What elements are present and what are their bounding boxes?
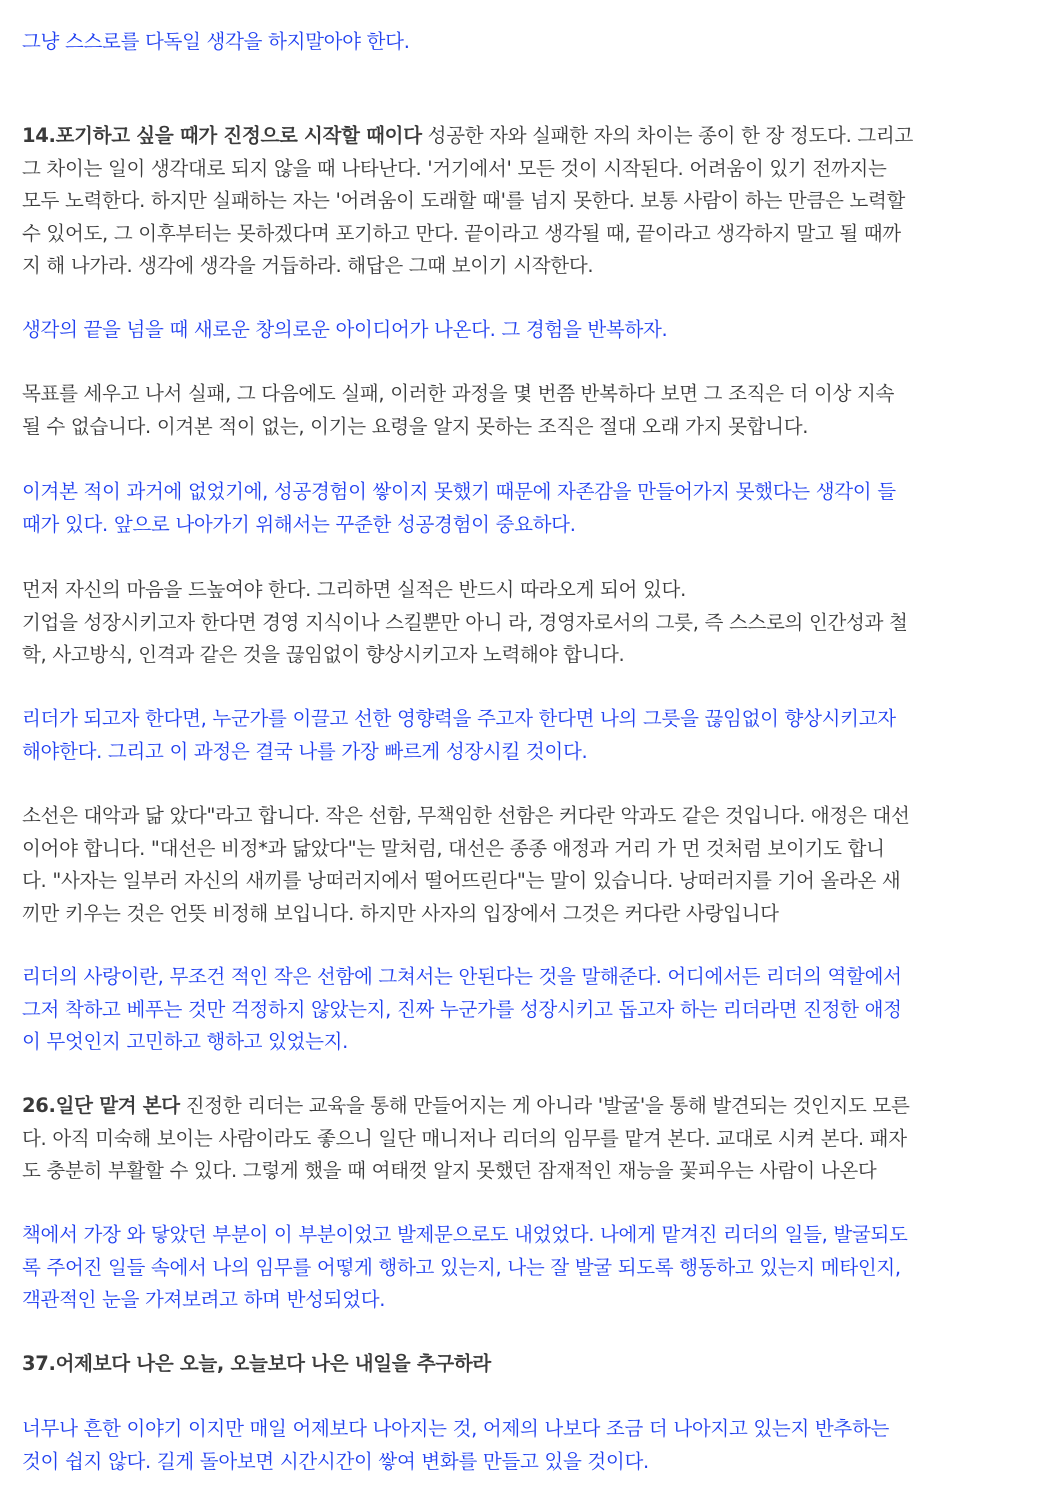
heading-paragraph (22, 1348, 1052, 1381)
text-line: 해야한다. 그리고 이 과정은 결국 나를 가장 빠르게 성장시킬 것이다. (22, 739, 588, 763)
reflection-paragraph (22, 1219, 1052, 1317)
quote-paragraph (22, 800, 1052, 930)
quote-paragraph (22, 378, 1052, 443)
quote-paragraph (22, 574, 1052, 672)
quote-paragraph (22, 120, 1052, 283)
reflection-paragraph (22, 314, 1052, 347)
text-line: 도 충분히 부활할 수 있다. 그렇게 했을 때 여태껏 알지 못했던 잠재적인 재능을 꽃피우는 사람이 나온다 (22, 1159, 877, 1182)
text-line: 너무나 흔한 이야기 이지만 매일 어제보다 나아지는 것, 어제의 나보다 조금 더 나아지고 있는지 반추하는 (22, 1417, 890, 1440)
text-line: 될 수 없습니다. 이겨본 적이 없는, 이기는 요령을 알지 못하는 조직은 절대 오래 가지 못합니다. (22, 414, 809, 438)
text-line: 이어야 합니다. "대선은 비정*과 닮았다"는 말처럼, 대선은 종종 애정과 거리 가 먼 것처럼 보이기도 합니 (22, 836, 885, 860)
text-line: 것이 쉽지 않다. 길게 돌아보면 시간시간이 쌓여 변화를 만들고 있을 것이다. (22, 1449, 649, 1473)
text-line: 학, 사고방식, 인격과 같은 것을 끊임없이 향상시키고자 노력해야 합니다. (22, 643, 625, 666)
text-line: 소선은 대악과 닮 았다"라고 합니다. 작은 선함, 무책임한 선함은 커다란 악과도 같은 것입니다. 애정은 대선 (22, 804, 910, 827)
text-line: 지 해 나가라. 생각에 생각을 거듭하라. 해답은 그때 보이기 시작한다. (22, 254, 594, 277)
text-line: 목표를 세우고 나서 실패, 그 다음에도 실패, 이러한 과정을 몇 번쯤 반복하다 보면 그 조직은 더 이상 지속 (22, 382, 895, 405)
text-line: 리더의 사랑이란, 무조건 적인 작은 선함에 그쳐서는 안된다는 것을 말해준다. 어디에서든 리더의 역할에서 (22, 965, 902, 988)
text-run: 성공한 자와 실패한 자의 차이는 종이 한 장 정도다. 그리고 (421, 124, 914, 147)
reflection-paragraph (22, 961, 1052, 1059)
text-line: 모두 노력한다. 하지만 실패하는 자는 '어려움이 도래할 때'를 넘지 못한다. 보통 사람이 하는 만큼은 노력할 (22, 189, 906, 212)
text-line: 다. "사자는 일부러 자신의 새끼를 낭떠러지에서 떨어뜨린다"는 말이 있습니다. 낭떠러지를 기어 올라온 새 (22, 869, 901, 892)
section-heading: 14.포기하고 싶을 때가 진정으로 시작할 때이다 (22, 124, 422, 147)
text-line: 끼만 키우는 것은 언뜻 비정해 보입니다. 하지만 사자의 입장에서 그것은 커다란 사랑입니다 (22, 901, 779, 925)
text-line: 생각의 끝을 넘을 때 새로운 창의로운 아이디어가 나온다. 그 경험을 반복하자. (22, 318, 668, 341)
text-line: 그저 착하고 베푸는 것만 걱정하지 않았는지, 진짜 누군가를 성장시키고 돕고자 하는 리더라면 진정한 애정 (22, 997, 902, 1021)
section-heading: 37.어제보다 나은 오늘, 오늘보다 나은 내일을 추구하라 (22, 1352, 491, 1375)
text-line: 그냥 스스로를 다독일 생각을 하지말아야 한다. (22, 30, 410, 53)
reflection-paragraph (22, 703, 1052, 768)
text-line: 객관적인 눈을 가져보려고 하며 반성되었다. (22, 1288, 386, 1311)
text-line (22, 120, 1052, 153)
section-heading: 26.일단 맡겨 본다 (22, 1094, 180, 1117)
text-line: 그 차이는 일이 생각대로 되지 않을 때 나타난다. '거기에서' 모든 것이 시작된다. 어려움이 있기 전까지는 (22, 156, 887, 180)
text-line: 때가 있다. 앞으로 나아가기 위해서는 꾸준한 성공경험이 중요하다. (22, 512, 576, 536)
text-line: 먼저 자신의 마음을 드높여야 한다. 그리하면 실적은 반드시 따라오게 되어 있다. (22, 578, 686, 601)
reflection-paragraph (22, 26, 1052, 59)
text-line: 책에서 가장 와 닿았던 부분이 이 부분이었고 발제문으로도 내었었다. 나에게 맡겨진 리더의 일들, 발굴되도 (22, 1223, 908, 1246)
text-line (22, 1348, 1052, 1381)
reflection-paragraph (22, 1413, 1052, 1478)
text-run: 진정한 리더는 교육을 통해 만들어지는 게 아니라 '발굴'을 통해 발견되는 것인지도 모른 (179, 1094, 910, 1117)
text-line: 다. 아직 미숙해 보이는 사람이라도 좋으니 일단 매니저나 리더의 임무를 맡겨 본다. 교대로 시켜 본다. 패자 (22, 1126, 907, 1150)
text-line (22, 1090, 1052, 1123)
text-line: 이겨본 적이 과거에 없었기에, 성공경험이 쌓이지 못했기 때문에 자존감을 만들어가지 못했다는 생각이 들 (22, 480, 896, 503)
quote-paragraph (22, 1090, 1052, 1188)
text-line: 록 주어진 일들 속에서 나의 임무를 어떻게 행하고 있는지, 나는 잘 발굴 되도록 행동하고 있는지 메타인지, (22, 1255, 901, 1279)
text-line: 수 있어도, 그 이후부터는 못하겠다며 포기하고 만다. 끝이라고 생각될 때, 끝이라고 생각하지 말고 될 때까 (22, 221, 901, 245)
text-line: 리더가 되고자 한다면, 누군가를 이끌고 선한 영향력을 주고자 한다면 나의 그릇을 끊임없이 향상시키고자 (22, 707, 896, 730)
reflection-paragraph (22, 476, 1052, 541)
text-line: 이 무엇인지 고민하고 행하고 있었는지. (22, 1030, 349, 1053)
text-line: 기업을 성장시키고자 한다면 경영 지식이나 스킬뿐만 아니 라, 경영자로서의 그릇, 즉 스스로의 인간성과 철 (22, 610, 908, 634)
